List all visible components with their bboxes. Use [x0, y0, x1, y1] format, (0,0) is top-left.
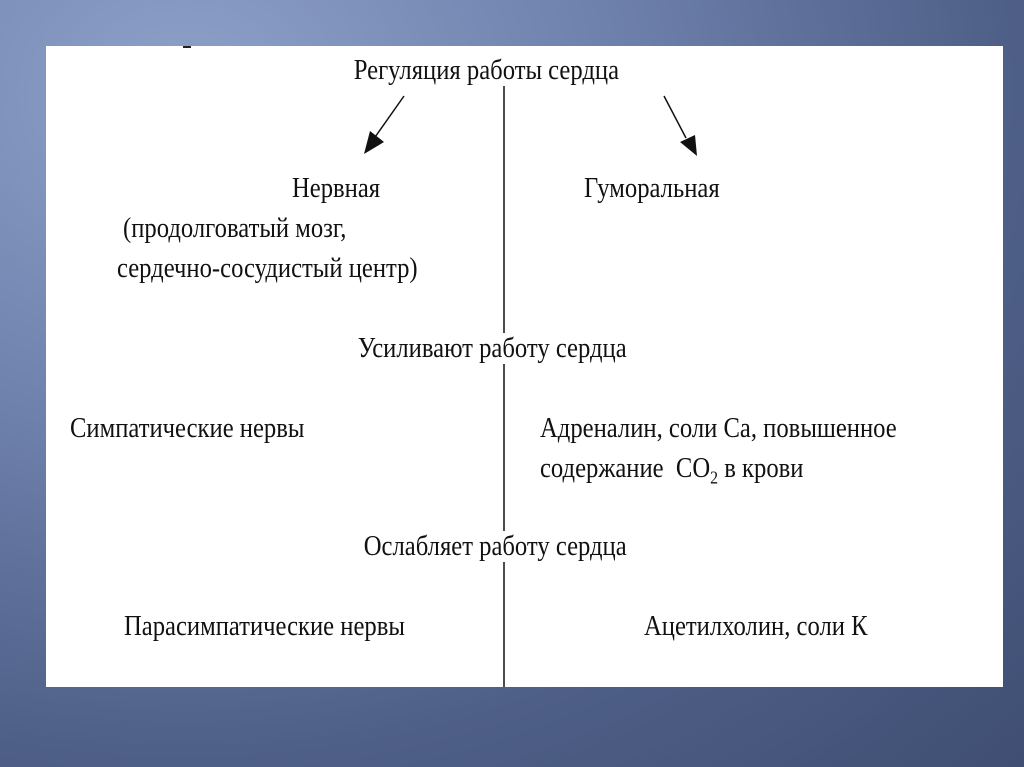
- nervous-detail-line2: сердечно-сосудистый центр): [117, 253, 418, 284]
- strengthen-heading: Усиливают работу сердца: [357, 333, 627, 364]
- strengthen-nervous: Симпатические нервы: [70, 413, 305, 444]
- nervous-label: Нервная: [292, 173, 381, 204]
- nervous-detail-line1: (продолговатый мозг,: [123, 213, 347, 244]
- diagram-lines: [46, 46, 1003, 687]
- weaken-heading: Ослабляет работу сердца: [363, 531, 627, 562]
- arrow-left-line: [373, 96, 404, 140]
- slide: [46, 46, 1003, 687]
- weaken-humoral: Ацетилхолин, соли К: [644, 611, 868, 642]
- stray-mark: [183, 46, 191, 48]
- arrow-right-line: [664, 96, 686, 138]
- humoral-label: Гуморальная: [584, 173, 720, 204]
- strengthen-humoral-line1: Адреналин, соли Са, повышенное: [540, 413, 897, 444]
- diagram-title: Регуляция работы сердца: [353, 55, 620, 86]
- strengthen-humoral-line2: содержание $CO_2$ в крови: [540, 453, 804, 488]
- weaken-nervous: Парасимпатические нервы: [124, 611, 405, 642]
- arrow-left-icon: [364, 131, 384, 154]
- arrow-right-icon: [680, 135, 697, 156]
